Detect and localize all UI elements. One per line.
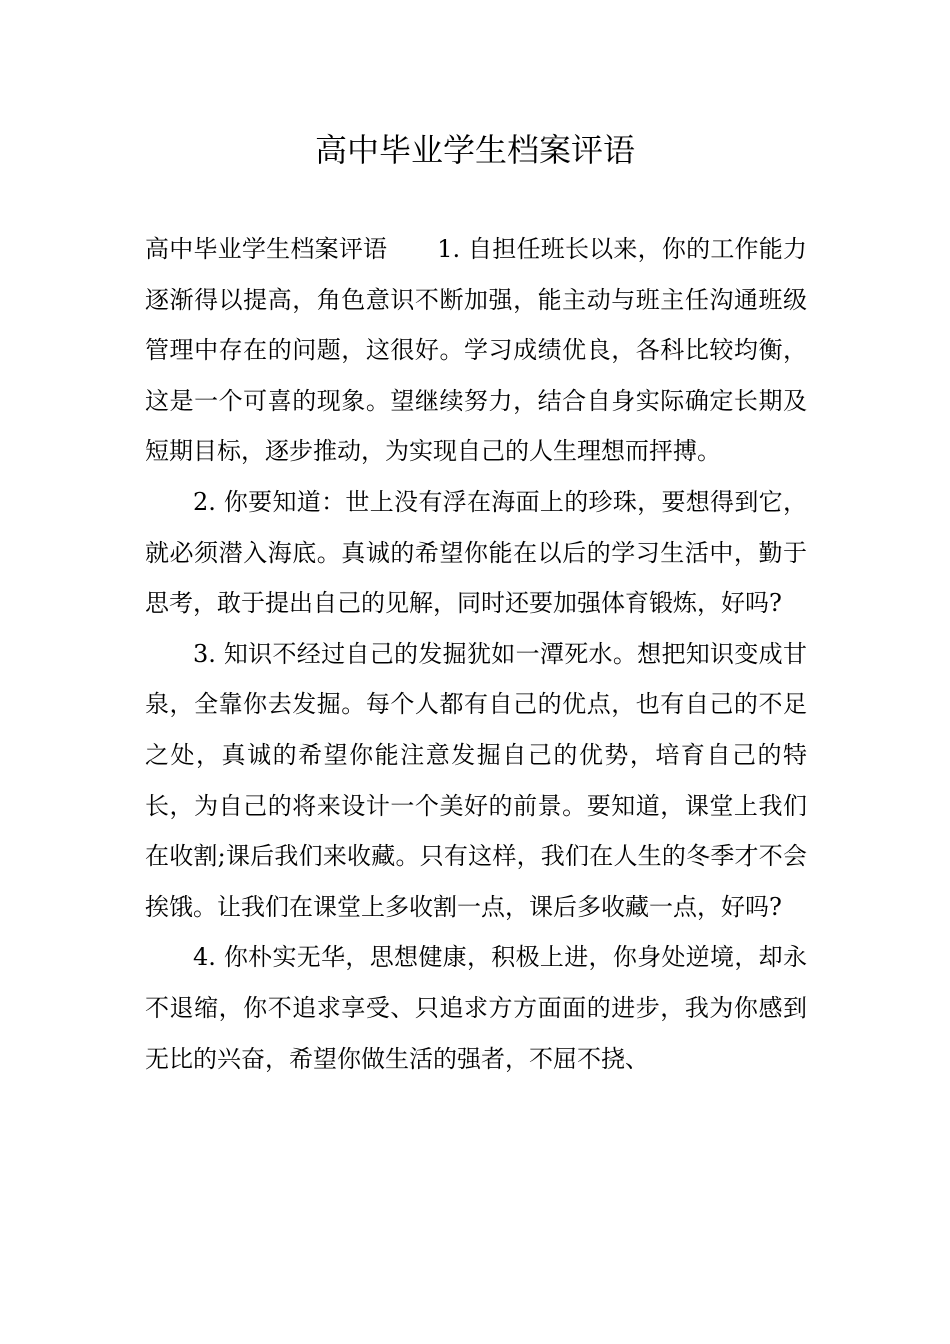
document-title: 高中毕业学生档案评语: [314, 131, 635, 169]
paragraph-3: 3. 知识不经过自己的发掘犹如一潭死水。想把知识变成甘泉，全靠你去发掘。每个人都有自己的优点，也有自己的不足之处，真诚的希望你能注意发掘自己的优势，培育自己的特长，为自己的将来设计一个美好的前景。要知道，课堂上我们在收割;课后我们来收藏。只有这样，我们在人生的冬季才不会挨饿。让我们在课堂上多收割一点，课后多收藏一点，好吗?: [145, 639, 807, 921]
document-body: [145, 224, 807, 1084]
paragraph-2: 2. 你要知道：世上没有浮在海面上的珍珠，要想得到它，就必须潜入海底。真诚的希望你能在以后的学习生活中，勤于思考，敢于提出自己的见解，同时还要加强体育锻炼，好吗?: [145, 487, 807, 618]
paragraph-4: 4. 你朴实无华，思想健康，积极上进，你身处逆境，却永不退缩，你不追求享受、只追求方方面面的进步，我为你感到无比的兴奋，希望你做生活的强者，不屈不挠、: [145, 943, 807, 1073]
paragraph-1-text: 1. 自担任班长以来，你的工作能力逐渐得以提高，角色意识不断加强，能主动与班主任沟通班级管理中存在的问题，这很好。学习成绩优良，各科比较均衡，这是一个可喜的现象。望继续努力，结合自身实际确定长期及短期目标，逐步推动，为实现自己的人生理想而抨搏。: [145, 235, 807, 466]
lead-label: 高中毕业学生档案评语: [145, 235, 388, 263]
paragraph-1: [145, 224, 807, 477]
